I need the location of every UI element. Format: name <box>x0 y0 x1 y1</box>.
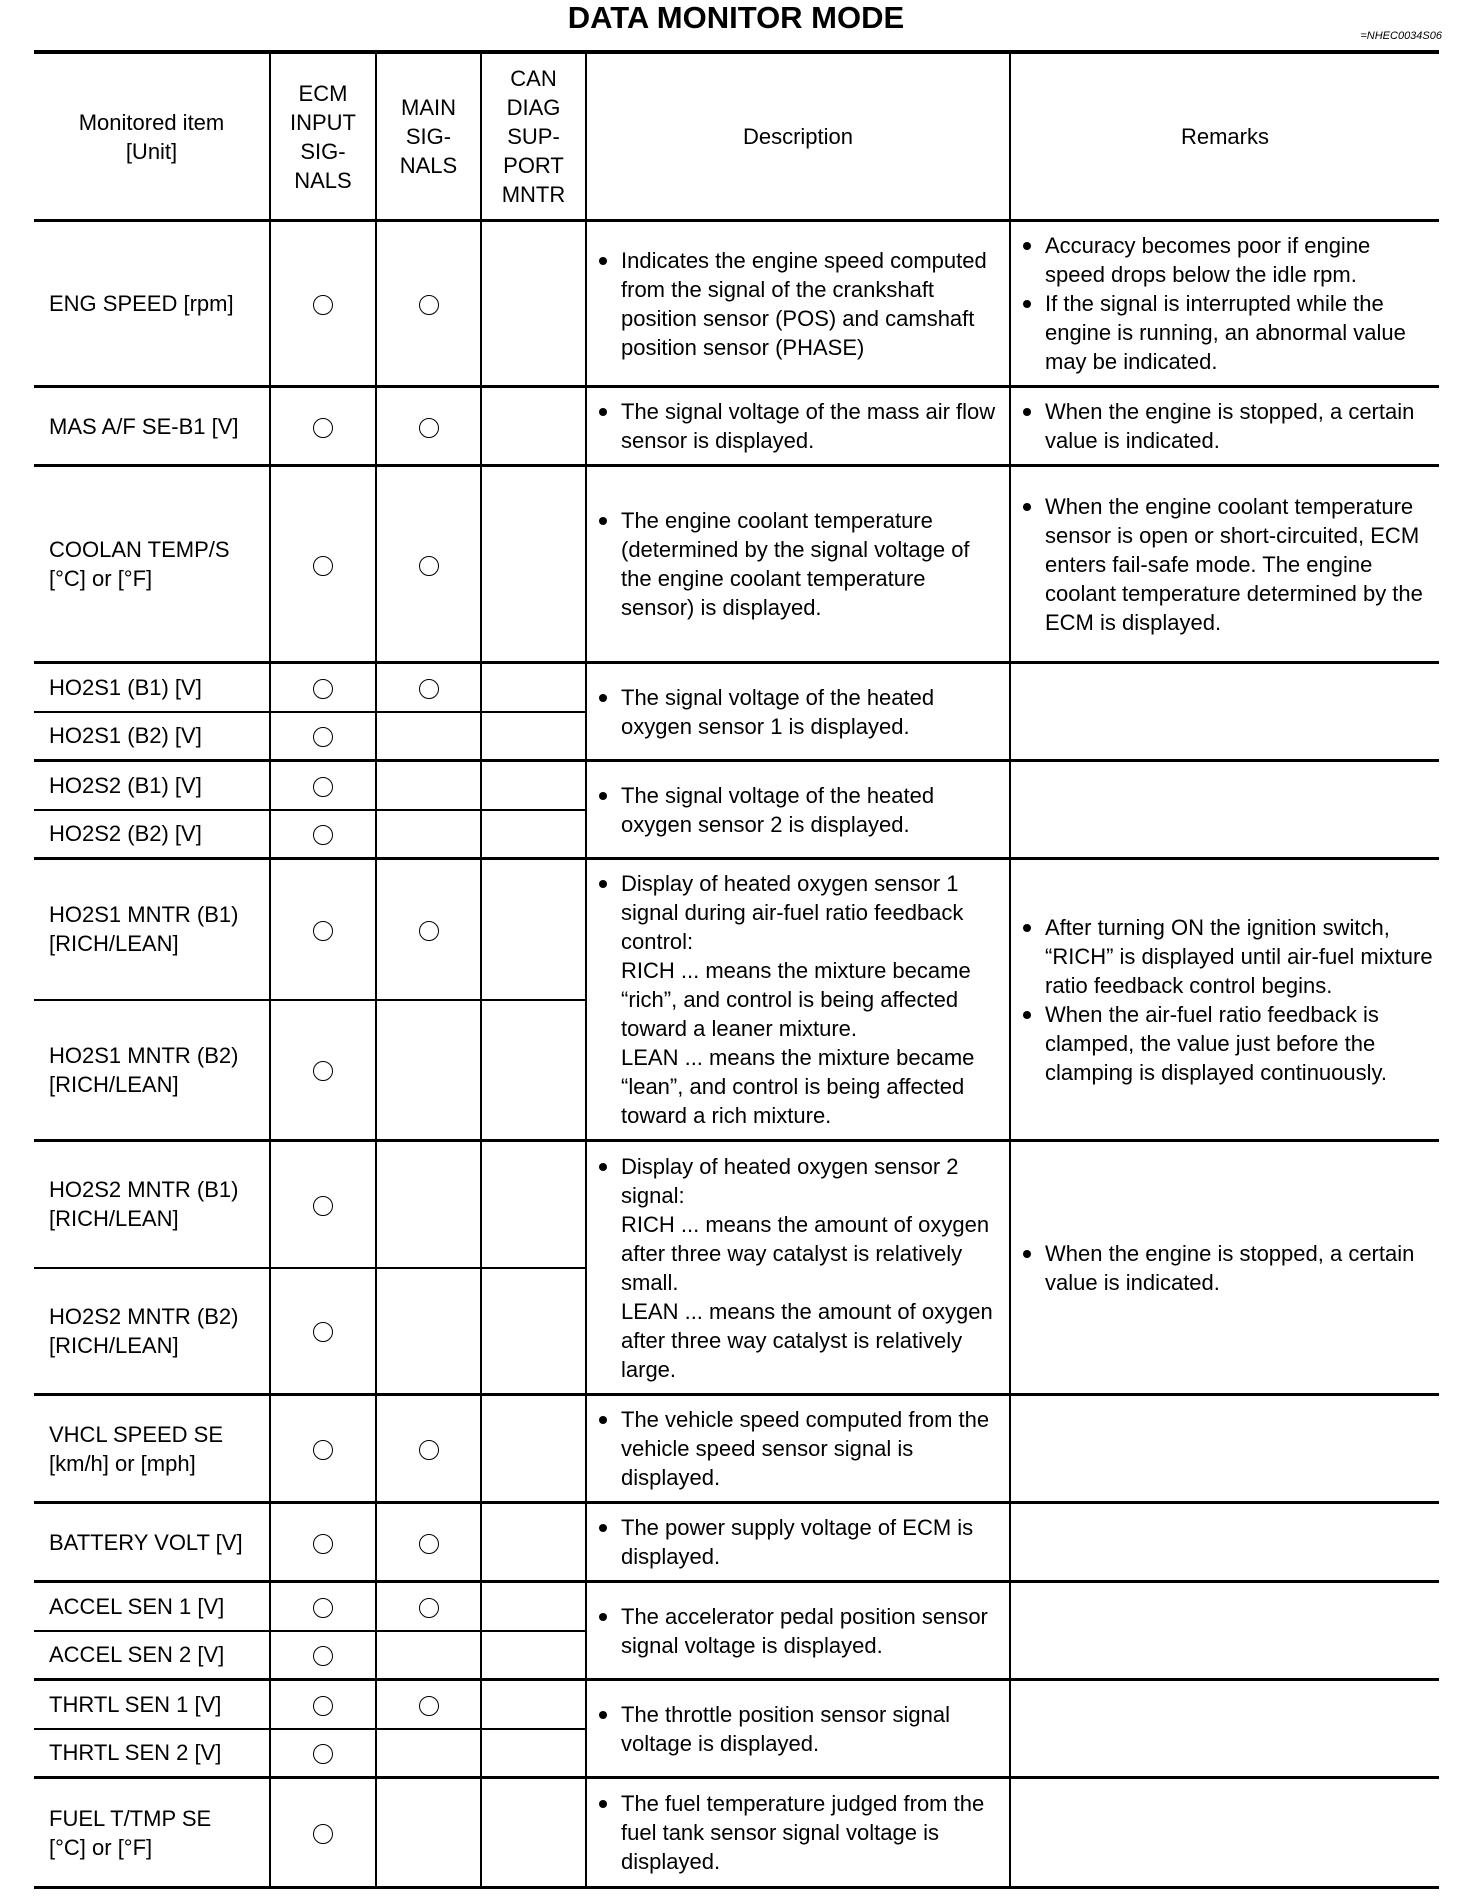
main-signal-cell <box>376 859 481 1000</box>
main-signal-cell <box>376 387 481 466</box>
ecm-input-cell <box>270 810 376 859</box>
page-title: DATA MONITOR MODE <box>567 0 905 35</box>
can-diag-cell <box>481 1631 586 1680</box>
table-header-row <box>34 52 1439 221</box>
circle-mark-icon <box>313 727 333 747</box>
table-row <box>34 466 1439 663</box>
circle-mark-icon <box>419 556 439 576</box>
main-signal-cell <box>376 810 481 859</box>
ecm-input-cell <box>270 663 376 712</box>
remarks-cell <box>1010 1141 1439 1395</box>
table-row <box>34 1680 1439 1729</box>
circle-mark-icon <box>313 1744 333 1764</box>
description-bullet: The power supply voltage of ECM is displayed. <box>595 1513 1003 1571</box>
ecm-input-cell <box>270 761 376 810</box>
circle-mark-icon <box>313 1646 333 1666</box>
ecm-input-cell <box>270 1778 376 1888</box>
monitored-item: HO2S2 (B1) [V] <box>34 761 270 810</box>
main-signal-cell <box>376 1631 481 1680</box>
can-diag-cell <box>481 663 586 712</box>
ecm-input-cell <box>270 1141 376 1268</box>
description-cell <box>586 466 1010 663</box>
can-diag-cell <box>481 387 586 466</box>
main-signal-cell <box>376 761 481 810</box>
header-ecm-input-signals: ECM INPUT SIG- NALS <box>270 52 376 221</box>
header-main-signals: MAIN SIG- NALS <box>376 52 481 221</box>
circle-mark-icon <box>419 1440 439 1460</box>
remark-bullet: After turning ON the ignition switch, “RICH” is displayed until air-fuel mixture ratio feedback control begins. <box>1019 913 1433 1000</box>
can-diag-cell <box>481 1778 586 1888</box>
ecm-input-cell <box>270 1729 376 1778</box>
monitored-item: HO2S2 (B2) [V] <box>34 810 270 859</box>
description-cell <box>586 859 1010 1141</box>
description-cell <box>586 387 1010 466</box>
description-bullet: The accelerator pedal position sensor signal voltage is displayed. <box>595 1602 1003 1660</box>
remarks-cell <box>1010 1582 1439 1680</box>
ecm-input-cell <box>270 712 376 761</box>
can-diag-cell <box>481 1582 586 1631</box>
ecm-input-cell <box>270 1680 376 1729</box>
monitored-item: BATTERY VOLT [V] <box>34 1503 270 1582</box>
remark-bullet: If the signal is interrupted while the engine is running, an abnormal value may be indicated. <box>1019 289 1433 376</box>
circle-mark-icon <box>419 418 439 438</box>
monitored-item: HO2S2 MNTR (B2) [RICH/LEAN] <box>34 1268 270 1395</box>
circle-mark-icon <box>313 1440 333 1460</box>
ecm-input-cell <box>270 1631 376 1680</box>
can-diag-cell <box>481 466 586 663</box>
main-signal-cell <box>376 1729 481 1778</box>
monitored-item: ACCEL SEN 1 [V] <box>34 1582 270 1631</box>
ecm-input-cell <box>270 1582 376 1631</box>
monitored-item: HO2S1 (B1) [V] <box>34 663 270 712</box>
circle-mark-icon <box>419 1534 439 1554</box>
description-bullet: The fuel temperature judged from the fuel tank sensor signal voltage is displayed. <box>595 1789 1003 1876</box>
circle-mark-icon <box>313 1824 333 1844</box>
ecm-input-cell <box>270 1000 376 1141</box>
circle-mark-icon <box>419 1696 439 1716</box>
main-signal-cell <box>376 1141 481 1268</box>
main-signal-cell <box>376 712 481 761</box>
description-cell <box>586 1680 1010 1778</box>
can-diag-cell <box>481 859 586 1000</box>
remarks-cell <box>1010 221 1439 387</box>
circle-mark-icon <box>313 1061 333 1081</box>
can-diag-cell <box>481 1268 586 1395</box>
data-monitor-table <box>34 50 1439 1889</box>
table-row <box>34 1141 1439 1268</box>
table-row <box>34 221 1439 387</box>
remarks-cell <box>1010 466 1439 663</box>
remark-bullet: When the engine coolant temperature sensor is open or short-circuited, ECM enters fail-safe mode. The engine coolant temperature determined by the ECM is displayed. <box>1019 492 1433 637</box>
table-row <box>34 859 1439 1000</box>
can-diag-cell <box>481 761 586 810</box>
description-bullet: The signal voltage of the heated oxygen sensor 2 is displayed. <box>595 781 1003 839</box>
main-signal-cell <box>376 221 481 387</box>
description-bullet: The throttle position sensor signal voltage is displayed. <box>595 1700 1003 1758</box>
ecm-input-cell <box>270 466 376 663</box>
monitored-item: ENG SPEED [rpm] <box>34 221 270 387</box>
description-cell <box>586 1141 1010 1395</box>
circle-mark-icon <box>313 1534 333 1554</box>
remarks-cell <box>1010 1395 1439 1503</box>
circle-mark-icon <box>313 825 333 845</box>
header-monitored-item: Monitored item [Unit] <box>34 52 270 221</box>
table-row <box>34 387 1439 466</box>
remark-bullet: When the air-fuel ratio feedback is clamped, the value just before the clamping is displayed continuously. <box>1019 1000 1433 1087</box>
remarks-cell <box>1010 1778 1439 1888</box>
table-row <box>34 1582 1439 1631</box>
monitored-item: THRTL SEN 1 [V] <box>34 1680 270 1729</box>
description-cell <box>586 221 1010 387</box>
can-diag-cell <box>481 1503 586 1582</box>
table-row <box>34 1503 1439 1582</box>
circle-mark-icon <box>313 556 333 576</box>
main-signal-cell <box>376 1395 481 1503</box>
ecm-input-cell <box>270 1268 376 1395</box>
circle-mark-icon <box>313 679 333 699</box>
remarks-cell <box>1010 663 1439 761</box>
table-row <box>34 1778 1439 1888</box>
circle-mark-icon <box>419 1598 439 1618</box>
monitored-item: MAS A/F SE-B1 [V] <box>34 387 270 466</box>
can-diag-cell <box>481 810 586 859</box>
table-row <box>34 1395 1439 1503</box>
circle-mark-icon <box>313 1196 333 1216</box>
description-cell <box>586 1395 1010 1503</box>
monitored-item: FUEL T/TMP SE [°C] or [°F] <box>34 1778 270 1888</box>
main-signal-cell <box>376 1582 481 1631</box>
remarks-cell <box>1010 1503 1439 1582</box>
description-bullet: The signal voltage of the heated oxygen sensor 1 is displayed. <box>595 683 1003 741</box>
main-signal-cell <box>376 1778 481 1888</box>
can-diag-cell <box>481 1395 586 1503</box>
ecm-input-cell <box>270 1503 376 1582</box>
monitored-item: VHCL SPEED SE [km/h] or [mph] <box>34 1395 270 1503</box>
monitored-item: HO2S2 MNTR (B1) [RICH/LEAN] <box>34 1141 270 1268</box>
header-remarks: Remarks <box>1010 52 1439 221</box>
circle-mark-icon <box>419 921 439 941</box>
remark-bullet: When the engine is stopped, a certain value is indicated. <box>1019 397 1433 455</box>
remark-bullet: Accuracy becomes poor if engine speed drops below the idle rpm. <box>1019 231 1433 289</box>
description-cell <box>586 1778 1010 1888</box>
main-signal-cell <box>376 1680 481 1729</box>
remarks-cell <box>1010 859 1439 1141</box>
ecm-input-cell <box>270 859 376 1000</box>
description-cell <box>586 761 1010 859</box>
circle-mark-icon <box>313 777 333 797</box>
table-row <box>34 761 1439 810</box>
main-signal-cell <box>376 663 481 712</box>
circle-mark-icon <box>313 1696 333 1716</box>
can-diag-cell <box>481 1141 586 1268</box>
main-signal-cell <box>376 1000 481 1141</box>
header-description: Description <box>586 52 1010 221</box>
description-bullet: The signal voltage of the mass air flow sensor is displayed. <box>595 397 1003 455</box>
description-bullet: The engine coolant temperature (determined by the signal voltage of the engine coolant temperature sensor) is displayed. <box>595 506 1003 622</box>
can-diag-cell <box>481 1680 586 1729</box>
main-signal-cell <box>376 1503 481 1582</box>
ecm-input-cell <box>270 221 376 387</box>
description-cell <box>586 1582 1010 1680</box>
monitored-item: ACCEL SEN 2 [V] <box>34 1631 270 1680</box>
can-diag-cell <box>481 221 586 387</box>
circle-mark-icon <box>419 295 439 315</box>
ecm-input-cell <box>270 1395 376 1503</box>
ecm-input-cell <box>270 387 376 466</box>
monitored-item: COOLAN TEMP/S [°C] or [°F] <box>34 466 270 663</box>
header-can-diag-support-mntr: CAN DIAG SUP- PORT MNTR <box>481 52 586 221</box>
can-diag-cell <box>481 1000 586 1141</box>
circle-mark-icon <box>313 1322 333 1342</box>
remark-bullet: When the engine is stopped, a certain value is indicated. <box>1019 1239 1433 1297</box>
circle-mark-icon <box>313 418 333 438</box>
monitored-item: HO2S1 (B2) [V] <box>34 712 270 761</box>
monitored-item: THRTL SEN 2 [V] <box>34 1729 270 1778</box>
monitored-item: HO2S1 MNTR (B1) [RICH/LEAN] <box>34 859 270 1000</box>
can-diag-cell <box>481 712 586 761</box>
description-cell <box>586 663 1010 761</box>
description-bullet: Display of heated oxygen sensor 1 signal during air-fuel ratio feedback control: RICH ... means the mixture became “rich”, and control is being affected toward a leaner mixture. LEAN ... means the mixture became “lean”, and control is being affected toward a rich mixture. <box>595 869 1003 1130</box>
main-signal-cell <box>376 1268 481 1395</box>
circle-mark-icon <box>313 295 333 315</box>
main-signal-cell <box>376 466 481 663</box>
circle-mark-icon <box>313 1598 333 1618</box>
description-cell <box>586 1503 1010 1582</box>
remarks-cell <box>1010 761 1439 859</box>
circle-mark-icon <box>419 679 439 699</box>
remarks-cell <box>1010 1680 1439 1778</box>
description-bullet: Indicates the engine speed computed from the signal of the crankshaft position sensor (POS) and camshaft position sensor (PHASE) <box>595 246 1003 362</box>
reference-code: =NHEC0034S06 <box>1360 30 1442 42</box>
circle-mark-icon <box>313 921 333 941</box>
remarks-cell <box>1010 387 1439 466</box>
can-diag-cell <box>481 1729 586 1778</box>
description-bullet: The vehicle speed computed from the vehicle speed sensor signal is displayed. <box>595 1405 1003 1492</box>
description-bullet: Display of heated oxygen sensor 2 signal: RICH ... means the amount of oxygen after three way catalyst is relatively small. LEAN ... means the amount of oxygen after three way catalyst is relatively large. <box>595 1152 1003 1384</box>
table-row <box>34 663 1439 712</box>
monitored-item: HO2S1 MNTR (B2) [RICH/LEAN] <box>34 1000 270 1141</box>
